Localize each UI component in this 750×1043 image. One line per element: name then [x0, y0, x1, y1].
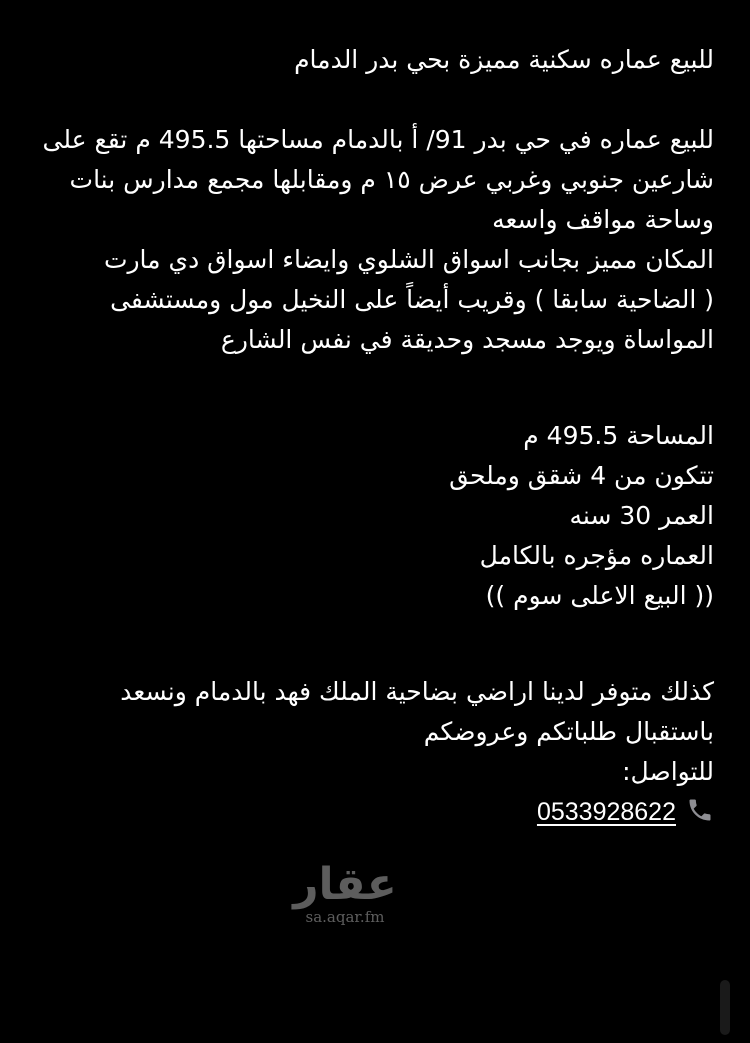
detail-age: العمر 30 سنه [569, 501, 714, 530]
watermark-url: sa.aqar.fm [305, 908, 385, 926]
description-line: المواساة ويوجد مسجد وحديقة في نفس الشارع [220, 325, 714, 354]
spacer [24, 400, 714, 416]
spacer [24, 616, 714, 656]
spacer [24, 80, 714, 120]
description-line: للبيع عماره في حي بدر 91/ أ بالدمام مساحتها 495.5 م تقع على [42, 125, 714, 154]
detail-area: المساحة 495.5 م [523, 421, 714, 450]
watermark-logo: عقار [293, 859, 397, 910]
aqar-watermark [286, 859, 404, 932]
description-line: شارعين جنوبي وغربي عرض ١٥ م ومقابلها مجمع مدارس بنات [69, 165, 714, 194]
description-line: وساحة مواقف واسعه [492, 205, 714, 234]
detail-rented: العماره مؤجره بالكامل [479, 541, 714, 570]
description-line: ( الضاحية سابقا ) وقريب أيضاً على النخيل مول ومستشفى [110, 285, 714, 314]
phone-row [24, 792, 714, 832]
detail-auction: (( البيع الاعلى سوم )) [485, 581, 714, 610]
detail-units: تتكون من 4 شقق وملحق [449, 461, 714, 490]
description-line: المكان مميز بجانب اسواق الشلوي وايضاء اسواق دي مارت [103, 245, 714, 274]
listing-title: للبيع عماره سكنية مميزة بحي بدر الدمام [294, 45, 714, 74]
scrollbar[interactable] [720, 980, 730, 1035]
spacer [24, 360, 714, 400]
extra-line: باستقبال طلباتكم وعروضكم [423, 717, 714, 746]
extra-line: كذلك متوفر لدينا اراضي بضاحية الملك فهد بالدمام ونسعد [120, 677, 714, 706]
spacer [24, 656, 714, 672]
phone-handset-icon [684, 796, 714, 836]
phone-number-link[interactable]: 0533928622 [536, 798, 676, 826]
contact-label: للتواصل: [622, 757, 714, 786]
listing-message [24, 40, 714, 832]
